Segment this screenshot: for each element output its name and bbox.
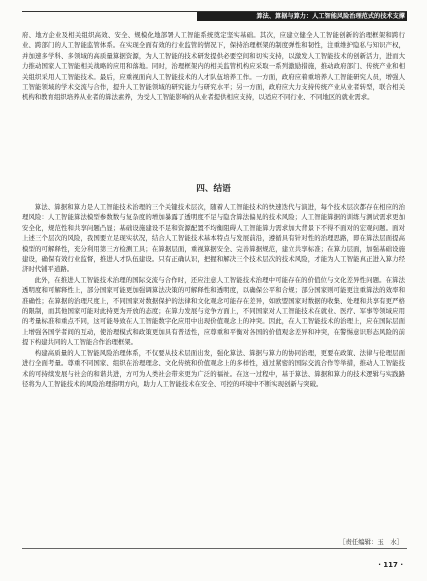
footer-rule — [22, 548, 407, 549]
paragraph-continued: 府、地方企业及相关组织高效、安全、规模化地部署人工智能系统奠定坚实基础。其次，应建立健全人工智能创新的治理框架和跨行业、跨部门的人工智能监管体系。在实现全面有效的行业监管的情况下，保持治理框架的制度弹性和韧性，注重维护隐私与知识产权，并加速多学科、多领域的高质量算据资源，为人工智能的技术研发提供必要空间和切实支持，以激发人工智能技术的创新活力，进而大力推动国家人工智能相关战略的应用和落地。同时，治理框架内的相关监管机构应采取一系列激励措施，推动政府部门、传统产业和相关组织采用人工智能技术。最后，应重视面向人工智能技术的人才队伍培养工作。一方面，政府应着重培养人工智能研究人员，增强人工智能领域的学术交流与合作，提升人工智能领域的研究能力与研究水平；另一方面，政府应大力支持传统产业从业者转型，联合相关机构和教育组织培养从业者的算法素养，为受人工智能影响的从业者提供相应支持，以适应不同行业、不同地区的就业需求。 — [22, 31, 405, 102]
page-number: · 117 · — [378, 561, 403, 569]
paragraph-3: 构建高质量的人工智能风险治理体系，不仅要从技术层面出发，强化算法、算据与算力的协同治理，更要在政策、法律与伦理层面进行全面考量。尊重不同国家、组织在治理理念、文化传统和价值观念上的多样性，通过紧密的国际交流合作等举措，推动人工智能技术的可持续发展与社会的和谐共进，方可为人类社会带来更为广泛的福祉。在这一过程中，基于算法、算据和算力的技术逻辑与实践路径将为人工智能技术的风险治理指明方向，助力人工智能技术在安全、可控的环境中不断实现创新与突破。 — [22, 348, 405, 388]
running-title: 算法、算据与算力：人工智能风险治理范式的技术支撑 — [256, 13, 405, 20]
section-title: 四、结语 — [196, 184, 231, 194]
paragraph-1: 算法、算据和算力是人工智能技术治理的三个关键技术层次，随着人工智能技术的快速迭代与演进，每个技术层次都存在相应的治理风险：人工智能算法模型参数数与复杂度的增加暴露了透明度不足与隐含算法偏见的技术风险；人工智能算据的训练与测试需求更加安全化，规范性和共享问题凸显；基础设施建设不足和资源配置不均衡阻碍人工智能算力需求加大背景下不得不面对的宏观问题。面对上述三个层次的风险，我国要立足现实状况，结合人工智能技术基本特点与发展前沿，遵循具有针对性的治理思路，即在算法层面提高模型的可解释性，充分利用第三方检测工具；在算据层面，重视算据安全、完善算据规范，建立共享标准；在算力层面，加强基础设施建设，确保有效行业监督，推进人才队伍建设。只有正确认识，把握和解决三个技术层次的技术风险，才能为人工智能真正进入算力经济时代铺平道路。 — [22, 203, 405, 274]
responsible-editor: ［责任编辑：玉 水］ — [339, 538, 403, 546]
paragraph-2: 此外，在推进人工智能技术治理的国际交流与合作时，还应注意人工智能技术治理中可能存在的价值位与文化差异性问题。在算法透明度和可解释性上，部分国家可能更加强调算法决策的可解释性和透明度，以确保公平和合规；部分国家则可能更注重算法的效率和准确性；在算据的治理尺度上，不同国家对数据保护的法律和文化观念可能存在差异，如欧盟国家对数据的收集、处理和共享有更严格的限制，而其他国家可能对此持更为开放的态度；在算力发展与竞争方面上，不同国家对人工智能技术在就业、医疗、军事等领域应用的考量标准和重点不同，这可能导致在人工智能数字化应用中出现价值观念上的冲突。因此，在人工智能技术的治理上，应在国际层面上增强各国学者间的互动，使治理模式和政策更加具有普适性，应尊重和平衡对各国的价值观念差异和冲突，在警惕意识形态风险的前提下构建共同的人工智能合作治理框架。 — [22, 275, 405, 347]
conclusion-block — [22, 202, 405, 389]
top-paragraph-block — [22, 30, 405, 103]
